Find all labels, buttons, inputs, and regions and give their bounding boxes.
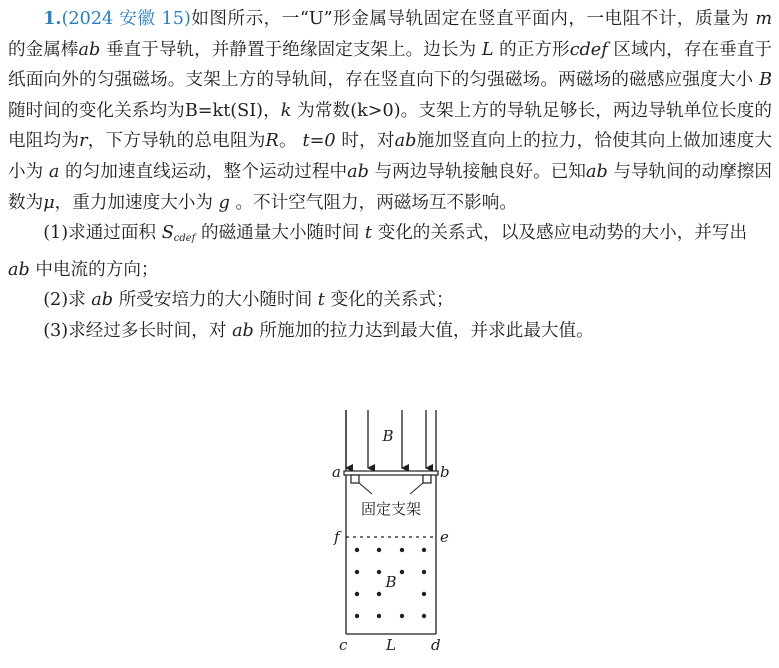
var-S-subscript: cdef	[173, 233, 196, 245]
metal-rod-ab	[344, 471, 438, 475]
var-ab: ab	[78, 39, 101, 60]
field-dot	[422, 570, 426, 574]
field-dot	[422, 548, 426, 552]
stem-text: ，下方导轨的总电阻为	[87, 131, 266, 152]
var-ab: ab	[394, 131, 417, 152]
q2-text: 所受安培力的大小随时间	[118, 290, 313, 311]
var-t: t	[364, 223, 372, 244]
q1-text: 变化的关系式，以及感应电动势的大小，并写出	[377, 223, 748, 244]
support-block-right	[423, 475, 431, 483]
stem-text: 随时间的变化关系均为	[8, 100, 185, 121]
var-r: r	[79, 131, 88, 152]
stem-text: 的匀加速直线运动，整个运动过程中	[65, 161, 348, 182]
stem-text: 垂直于导轨，并静置于绝缘固定支架上。边长为	[105, 39, 477, 60]
field-dot	[377, 592, 381, 596]
field-dot	[400, 548, 404, 552]
question-3	[8, 316, 772, 347]
label-L: L	[386, 636, 396, 652]
q1-text: (1)求通过面积	[43, 223, 157, 244]
field-dot	[377, 548, 381, 552]
figure	[320, 402, 460, 656]
var-ab: ab	[586, 161, 608, 182]
question-2	[8, 285, 772, 316]
stem-text: )。支架上方的导轨足够长，两边导轨单位长度的电阻均为	[8, 100, 772, 152]
support-label: 固定支架	[360, 500, 422, 518]
stem-text: 的金属棒	[8, 39, 79, 60]
stem-text: 的正方形	[499, 39, 570, 60]
var-ab: ab	[232, 320, 254, 341]
label-B-field: B	[385, 573, 397, 591]
var-a: a	[48, 161, 60, 182]
var-S: S	[161, 223, 174, 244]
support-pointer-left	[359, 483, 372, 494]
var-mu: μ	[43, 192, 55, 213]
stem-text: 为常数(	[297, 100, 358, 121]
field-dot	[422, 614, 426, 618]
stem-text: 。	[278, 131, 297, 152]
problem-text	[8, 4, 772, 347]
field-dot	[400, 614, 404, 618]
stem-text: 与两边导轨接触良好。已知	[374, 161, 587, 182]
var-m: m	[755, 9, 772, 29]
var-ab: ab	[8, 259, 30, 280]
field-dot	[355, 592, 359, 596]
label-d: d	[431, 636, 441, 652]
q2-text: 变化的关系式；	[330, 290, 454, 311]
stem-text: 区域内，存在垂直于纸面向外的匀强磁场。支架上方的导轨间，存在竖直向下的匀强磁场。两磁场的磁感应强度大小	[8, 39, 773, 91]
label-b: b	[440, 463, 450, 481]
q3-text: (3)求经过多长时间，对	[43, 320, 227, 341]
stem-text: ，	[263, 100, 281, 121]
var-g: g	[218, 192, 230, 213]
label-e: e	[440, 528, 449, 546]
stem-text: 施加竖直向上的拉力，恰使其向上做加速度大小为	[8, 131, 772, 182]
label-a: a	[332, 463, 341, 481]
q2-text: (2)求	[43, 290, 86, 311]
var-L: L	[481, 39, 494, 60]
support-block-left	[351, 475, 359, 483]
var-ab: ab	[347, 161, 369, 182]
field-dot	[400, 570, 404, 574]
equation-B: B=kt(SI)	[184, 100, 264, 121]
field-dot	[377, 614, 381, 618]
var-t0: t=0	[302, 131, 336, 152]
support-pointer-right	[410, 483, 423, 494]
field-dot	[422, 592, 426, 596]
problem-stem	[8, 4, 772, 218]
q3-text: 所施加的拉力达到最大值，并求此最大值。	[259, 320, 594, 341]
question-number: 1.	[43, 8, 62, 29]
rail-diagram	[320, 402, 460, 652]
var-cdef: cdef	[569, 39, 608, 60]
q1-text: 的磁通量大小随时间	[200, 223, 360, 244]
label-c: c	[339, 636, 348, 652]
var-k: k	[280, 100, 292, 121]
stem-text: 与导轨间的动摩擦因数为	[8, 161, 773, 213]
stem-text: ，重力加速度大小为	[54, 192, 213, 213]
field-dot	[355, 570, 359, 574]
question-source: (2024 安徽 15)	[61, 9, 191, 29]
label-f: f	[334, 528, 340, 546]
label-B-top: B	[382, 427, 394, 445]
condition-k: k>0	[357, 100, 394, 121]
q1-text: 中电流的方向；	[35, 259, 159, 280]
stem-text: 。不计空气阻力，两磁场互不影响。	[235, 192, 517, 213]
stem-text: 如图所示，一“U”形金属导轨固定在竖直平面内，一电阻不计，质量为	[190, 9, 750, 29]
var-ab: ab	[91, 290, 114, 311]
stem-text: 时，对	[341, 131, 395, 152]
field-dot	[355, 548, 359, 552]
var-t: t	[317, 290, 325, 311]
var-R: R	[265, 131, 279, 152]
question-1	[8, 218, 772, 285]
field-dot	[377, 570, 381, 574]
field-dot	[355, 614, 359, 618]
var-B: B	[759, 70, 772, 91]
